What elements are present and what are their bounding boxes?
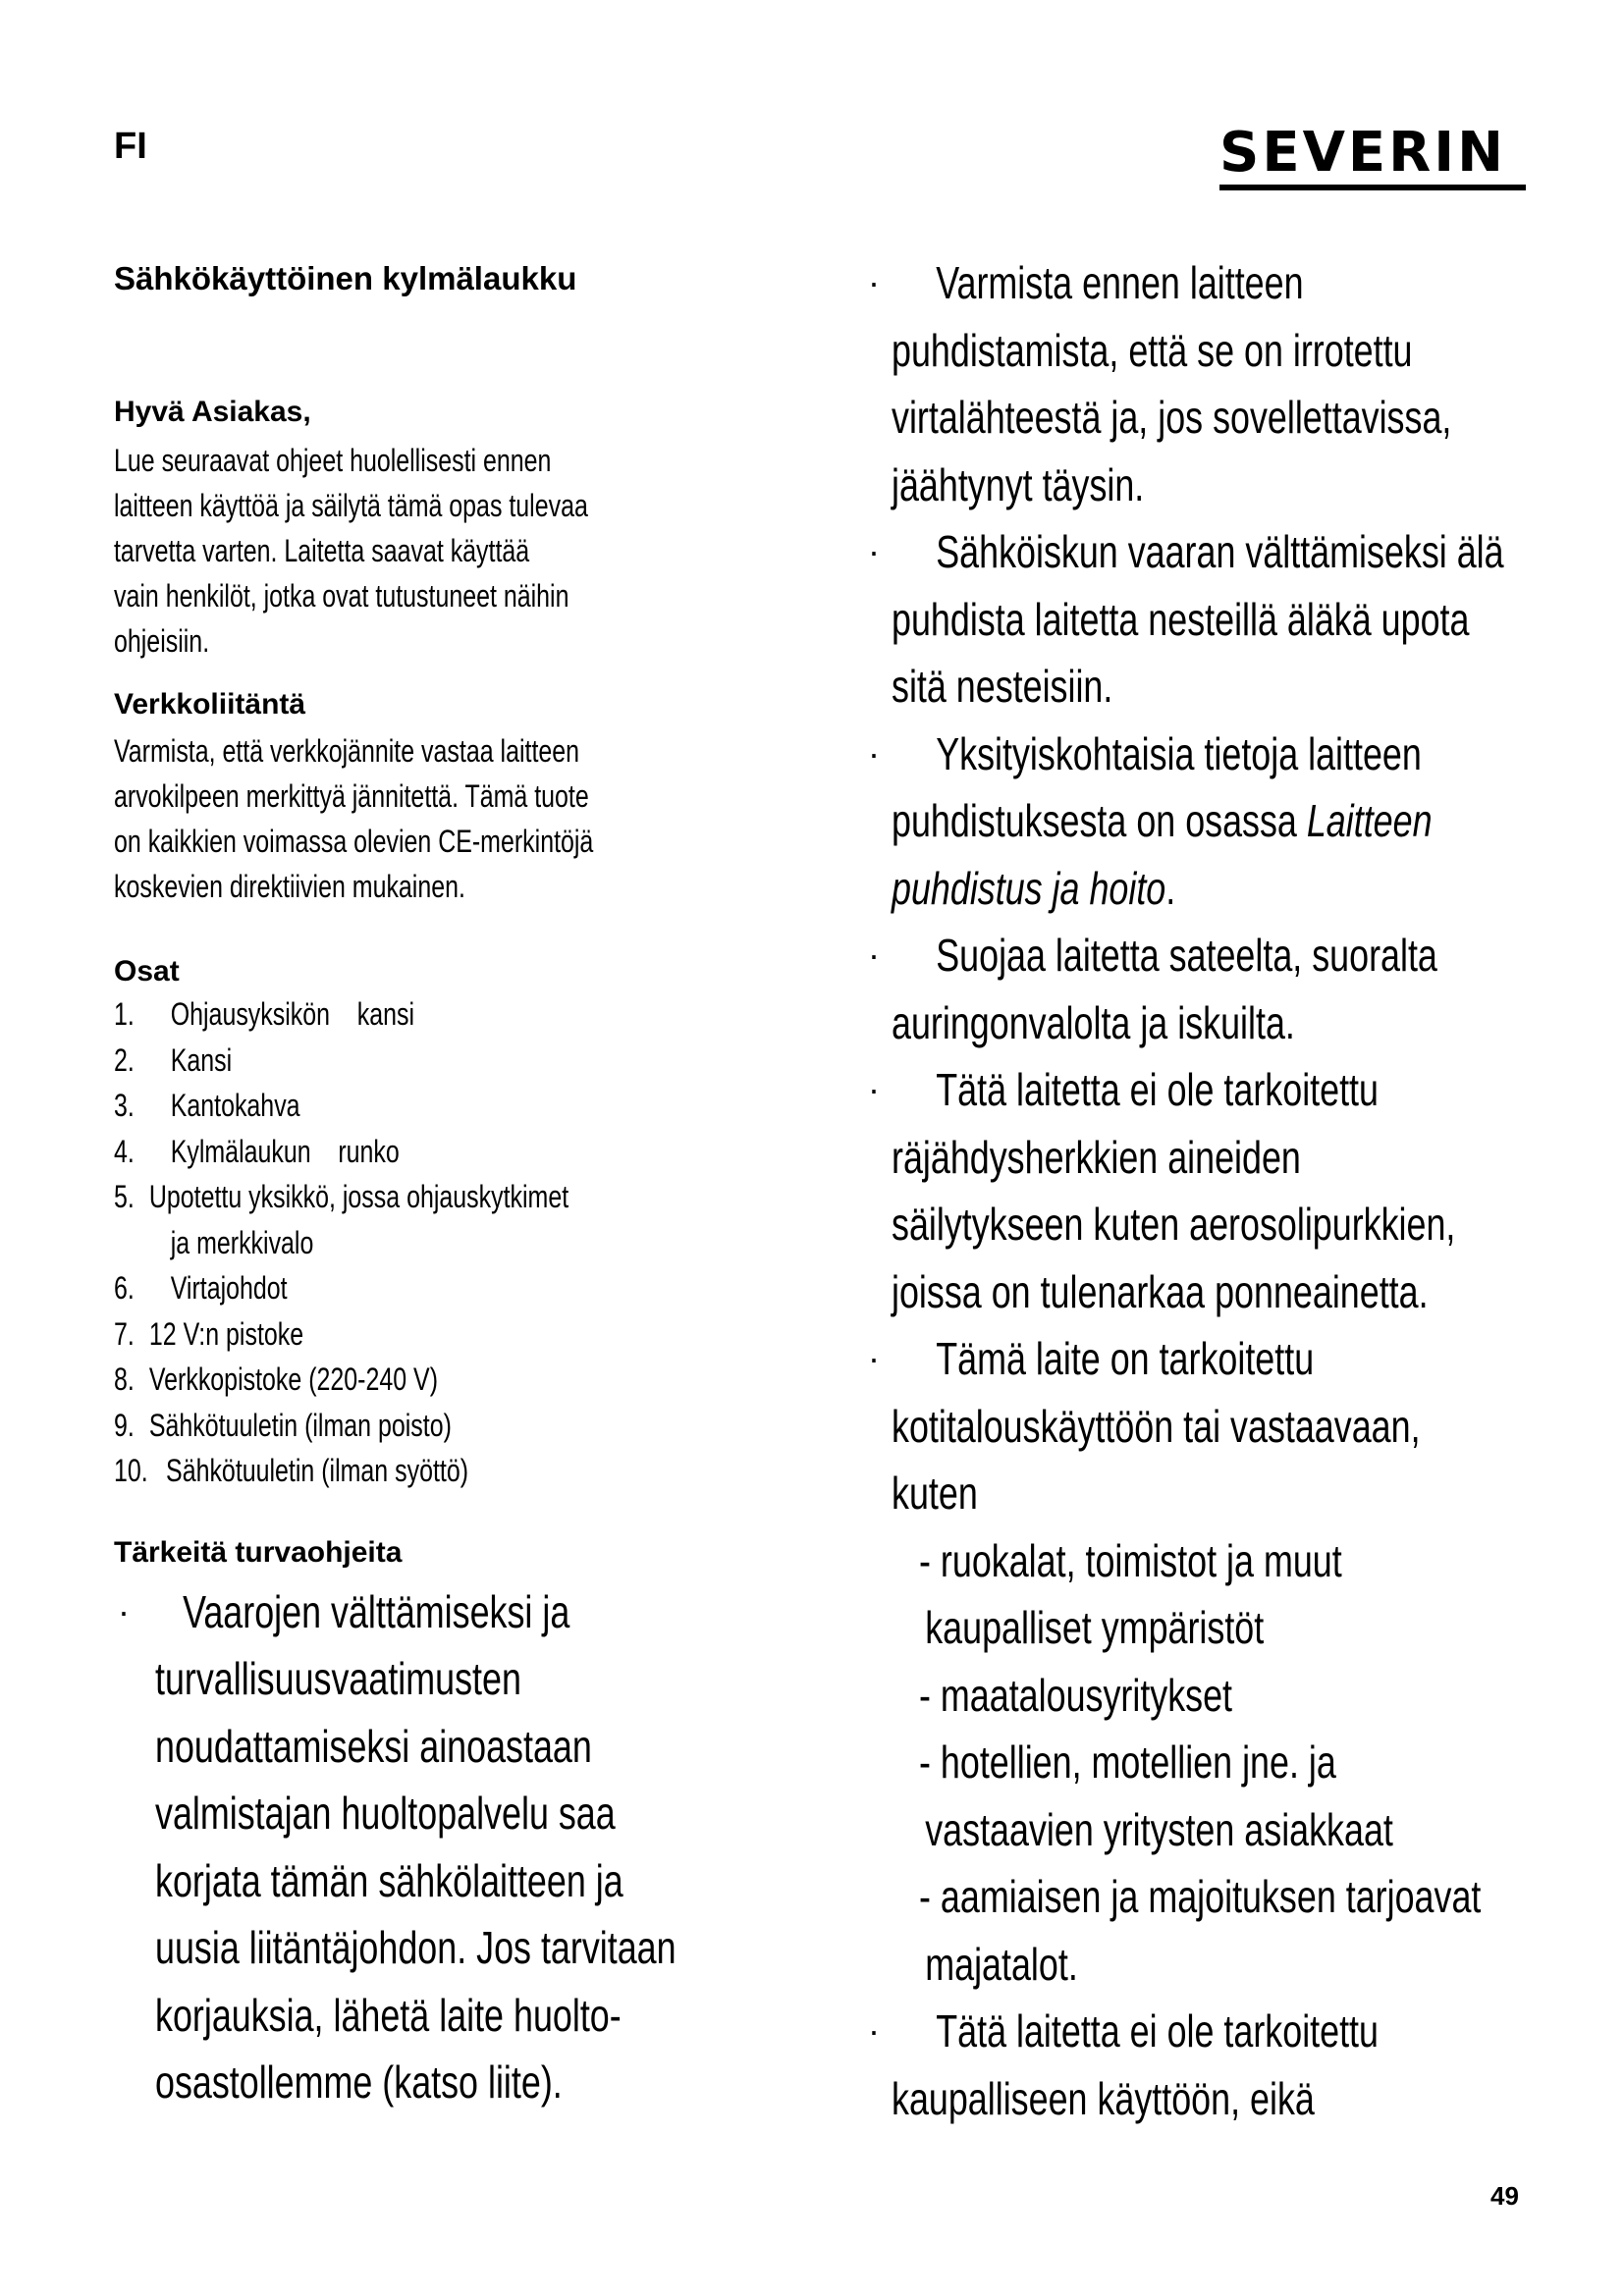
bullet-icon: ·	[868, 1069, 880, 1109]
power-line: arvokilpeen merkittyä jännitettä. Tämä tuote	[114, 778, 589, 814]
part-text: Kansi	[170, 1041, 233, 1078]
safety-text: Tämä laite on tarkoitettu kotitalouskäyttöön tai vastaavaan, kuten	[892, 1333, 1421, 1519]
intro-line: tarvetta varten. Laitetta saavat käyttää	[114, 533, 530, 568]
part-number: 10.	[114, 1453, 148, 1488]
bullet-icon: ·	[868, 732, 880, 774]
language-code: FI	[114, 126, 147, 167]
right-column	[868, 249, 1555, 2132]
part-number: 6.	[114, 1270, 135, 1306]
part-number: 4.	[114, 1133, 135, 1169]
safety-item	[868, 1998, 1555, 2132]
part-number: 3.	[114, 1088, 135, 1123]
list-item: - maatalousyritykset	[919, 1669, 1233, 1721]
part-text: Kantokahva	[170, 1088, 300, 1123]
parts-section	[114, 952, 801, 1494]
list-item	[114, 1129, 801, 1175]
power-heading: Verkkoliitäntä	[114, 688, 306, 721]
safety-text: Yksityiskohtaisia tietoja laitteen puhdistuksesta on osassa Laitteen puhdistus ja hoito.	[892, 727, 1433, 914]
part-text: Virtajohdot	[170, 1270, 288, 1306]
section-reference: Laitteen	[1306, 795, 1433, 846]
brand-underline	[1219, 185, 1526, 190]
part-text: 12 V:n pistoke	[148, 1315, 304, 1352]
section-reference: puhdistus ja hoito	[892, 862, 1166, 914]
list-item	[114, 1357, 801, 1403]
parts-heading: Osat	[114, 955, 180, 988]
safety-item	[868, 1056, 1555, 1325]
safety-item	[868, 1325, 1555, 1998]
intro-line: Lue seuraavat ohjeet huolellisesti ennen	[114, 443, 552, 478]
part-number: 9.	[114, 1407, 135, 1443]
safety-list-left	[114, 1578, 801, 2116]
bullet-icon: ·	[868, 2010, 880, 2051]
page-number: 49	[1490, 2181, 1519, 2211]
intro-line: vain henkilöt, jotka ovat tutustuneet näihin	[114, 578, 569, 614]
list-item	[114, 1083, 801, 1129]
safety-heading: Tärkeitä turvaohjeita	[114, 1535, 403, 1569]
part-number: 8.	[114, 1362, 135, 1397]
part-text: Verkkopistoke (220-240 V)	[148, 1362, 439, 1397]
safety-item	[868, 721, 1555, 923]
part-text: Kylmälaukun runko	[170, 1133, 400, 1169]
safety-item	[868, 249, 1555, 518]
part-text: Sähkötuuletin (ilman syöttö)	[166, 1453, 469, 1488]
part-number: 1.	[114, 996, 135, 1032]
power-line: Varmista, että verkkojännite vastaa laitteen	[114, 733, 580, 769]
safety-item	[868, 922, 1555, 1056]
intro-text	[114, 438, 801, 664]
safety-section	[114, 1533, 801, 2116]
list-item: - ruokalat, toimistot ja muut kaupalliset ympäristöt	[919, 1534, 1342, 1653]
bullet-icon: ·	[868, 262, 880, 302]
bullet-icon: ·	[868, 531, 880, 571]
intro-heading: Hyvä Asiakas,	[114, 396, 311, 428]
safety-item	[868, 518, 1555, 721]
list-item	[114, 1174, 801, 1220]
safety-text: Tätä laitetta ei ole tarkoitettu räjähdysherkkien aineiden säilytykseen kuten aerosolipurkkien, joissa on tulenarkaa ponneainetta.	[892, 1064, 1456, 1317]
part-number: 7.	[114, 1315, 135, 1352]
brand-logo: SEVERIN	[1219, 121, 1507, 185]
safety-text: Tätä laitetta ei ole tarkoitettu kaupalliseen käyttöön, eikä	[892, 2005, 1379, 2124]
list-item	[114, 1448, 801, 1494]
bullet-icon: ·	[868, 934, 880, 975]
intro-section	[114, 393, 801, 664]
safety-list-right	[868, 249, 1555, 2132]
part-number: 5.	[114, 1179, 135, 1214]
list-item	[114, 991, 801, 1038]
power-line: koskevien direktiivien mukainen.	[114, 869, 465, 904]
list-item: - hotellien, motellien jne. ja vastaavien yritysten asiakkaat	[919, 1736, 1393, 1855]
part-text: Ohjausyksikön kansi	[170, 996, 415, 1032]
safety-text: Varmista ennen laitteen puhdistamista, että se on irrotettu virtalähteestä ja, jos sovellettavissa, jäähtynyt täysin.	[892, 257, 1452, 510]
list-item	[114, 1038, 801, 1084]
safety-text: Sähköiskun vaaran välttämiseksi älä puhdista laitetta nesteillä äläkä upota sitä nesteisiin.	[892, 526, 1504, 712]
intro-line: laitteen käyttöä ja säilytä tämä opas tulevaa	[114, 488, 588, 523]
list-item: - aamiaisen ja majoituksen tarjoavat majatalot.	[919, 1871, 1482, 1990]
intro-line: ohjeisiin.	[114, 623, 210, 659]
power-section	[114, 685, 801, 909]
bullet-icon: ·	[118, 1590, 130, 1631]
list-item	[114, 1265, 801, 1311]
part-text: Upotettu yksikkö, jossa ohjauskytkimet	[148, 1179, 569, 1214]
power-text	[114, 728, 801, 909]
power-line: on kaikkien voimassa olevien CE-merkintöjä	[114, 824, 594, 859]
left-column	[114, 257, 801, 2116]
bullet-icon: ·	[868, 1338, 880, 1378]
safety-text: Suojaa laitetta sateelta, suoralta auringonvalolta ja iskuilta.	[892, 930, 1437, 1048]
parts-list	[114, 991, 801, 1494]
part-text: ja merkkivalo	[170, 1224, 314, 1260]
safety-text: Vaarojen välttämiseksi ja turvallisuusvaatimusten noudattamiseksi ainoastaan valmistajan huoltopalvelu saa korjata tämän sähkölaitteen ja uusia liitäntäjohdon. Jos tarvitaan korjauksia, lähetä laite huolto- osastollemme (katso liite).	[155, 1585, 677, 2108]
list-item	[114, 1403, 801, 1449]
list-item	[114, 1311, 801, 1358]
usage-sublist	[892, 1527, 1555, 1999]
list-item-continuation	[114, 1220, 801, 1266]
safety-item	[114, 1578, 801, 2116]
document-title: Sähkökäyttöinen kylmälaukku	[114, 260, 577, 296]
part-text: Sähkötuuletin (ilman poisto)	[148, 1407, 452, 1443]
part-number: 2.	[114, 1041, 135, 1078]
